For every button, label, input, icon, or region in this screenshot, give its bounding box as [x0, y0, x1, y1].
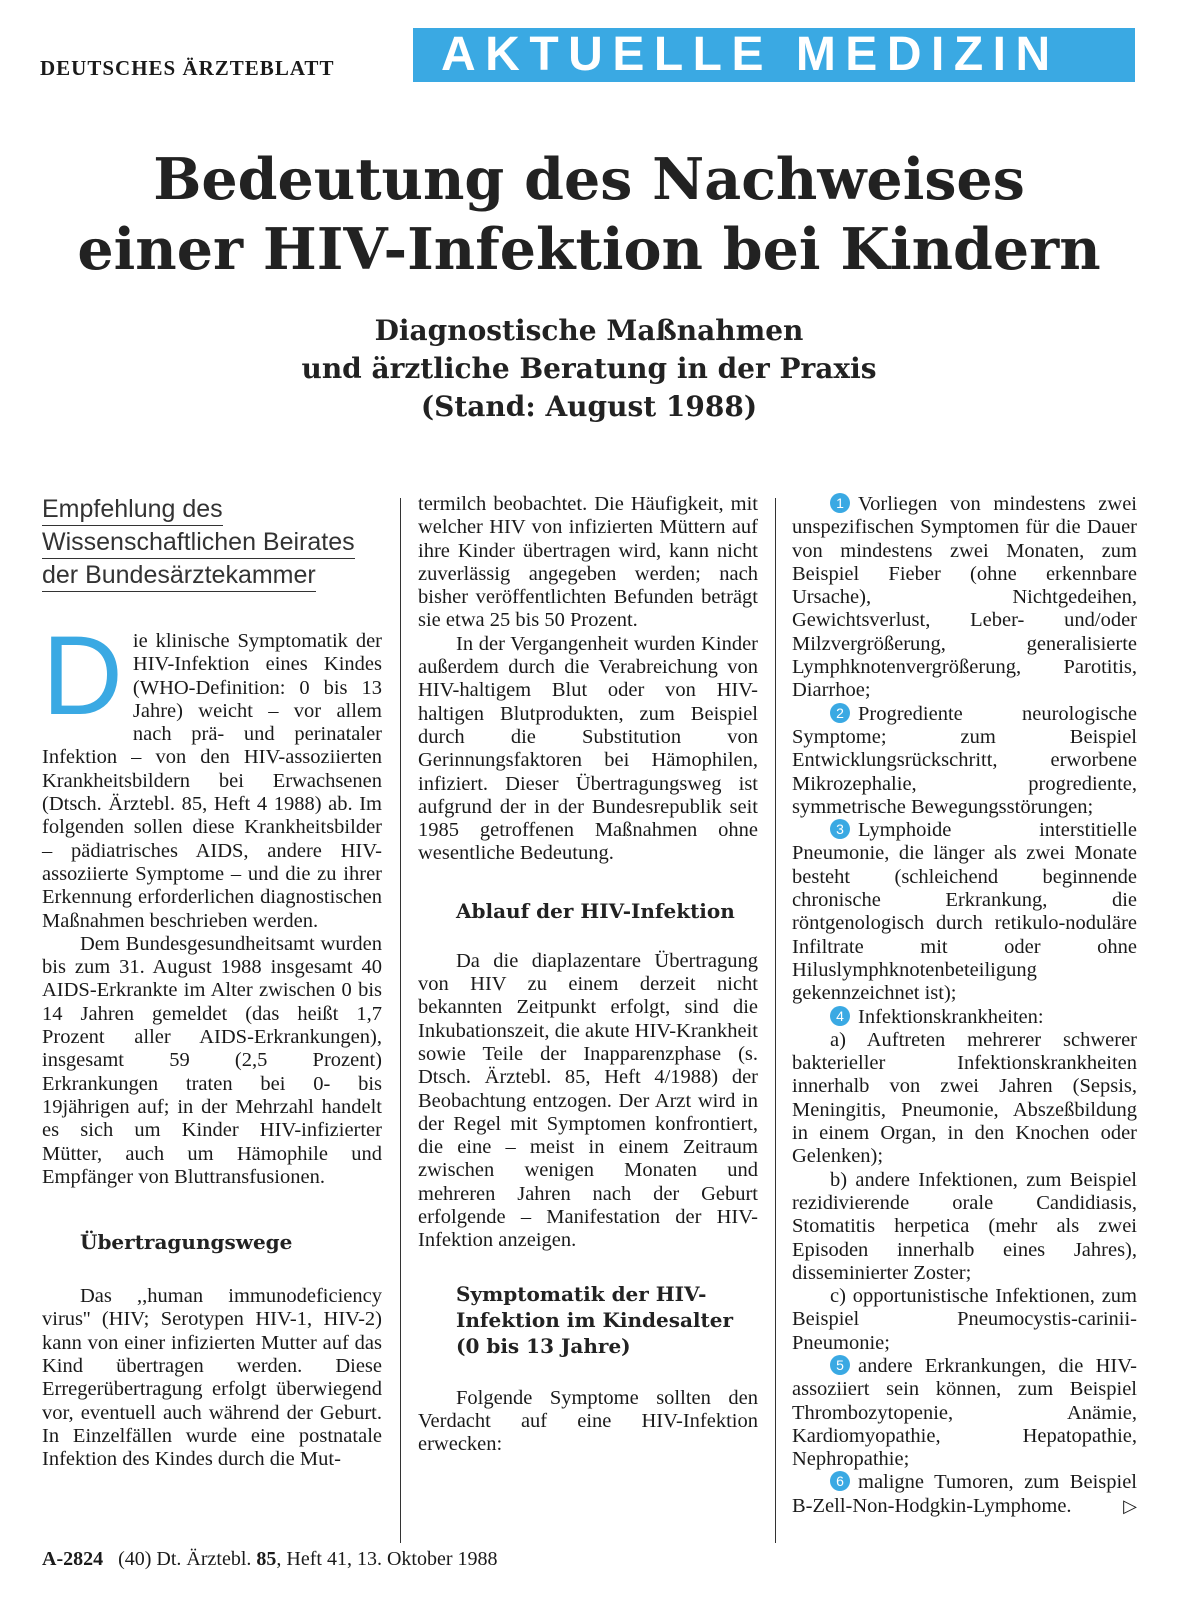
number-badge-icon: 5 — [830, 1355, 850, 1375]
drop-cap: D — [42, 613, 123, 738]
heading-line: (0 bis 13 Jahre) — [456, 1333, 631, 1358]
column-2 — [418, 493, 758, 1457]
kicker-line-2: Wissenschaftlichen Beirates — [42, 526, 355, 559]
symptom-text: andere Erkrankungen, die HIV-assoziiert sein können, zum Beispiel Thrombozytopenie, Anämie, Kardiomyopathie, Hepatopathie, Nephropathie; — [792, 1354, 1137, 1471]
symptom-text: Progrediente neurologische Symptome; zum Beispiel Entwicklungsrückschritt, erworbene Mikrozephalie, progrediente, symmetrische Bewegungsstörungen; — [792, 702, 1137, 818]
symptom-item-2 — [792, 703, 1137, 819]
section-heading-symptomatik — [418, 1281, 758, 1359]
symptom-text: maligne Tumoren, zum Beispiel B-Zell-Non-Hodgkin-Lymphome. — [792, 1471, 1137, 1517]
page-footer — [42, 1548, 497, 1571]
symptom-text: Infektionskrankheiten: — [858, 1005, 1044, 1028]
number-badge-icon: 4 — [830, 1006, 850, 1026]
subtitle-line-1: Diagnostische Maßnahmen — [374, 314, 804, 347]
symptom-item-1 — [792, 493, 1137, 703]
sub-item-b: b) andere Infektionen, zum Beispiel rezidivierende orale Candidiasis, Stomatitis herpetica (mehr als zwei Episoden innerhalb eines Jahres), disseminierter Zoster; — [792, 1168, 1137, 1284]
symptom-item-5 — [792, 1355, 1137, 1471]
section-heading-ablauf: Ablauf der HIV-Infektion — [456, 898, 735, 923]
paragraph: Das ,,human immunodeficiency virus'' (HIV; Serotypen HIV-1, HIV-2) kann von einer infizierten Mutter auf das Kind übertragen werden. Diese Erregerübertragung erfolgt überwiegend vor, eventuell auch während der Geburt. In Einzelfällen wurde eine postnatale Infektion des Kindes durch die Mut- — [42, 1285, 382, 1471]
masthead: DEUTSCHES ÄRZTEBLATT — [40, 56, 335, 80]
column-rule-1 — [400, 498, 401, 1543]
column-3 — [792, 493, 1137, 1518]
number-badge-icon: 2 — [830, 703, 850, 723]
paragraph: Folgende Symptome sollten den Verdacht auf eine HIV-Infektion erwecken: — [418, 1386, 758, 1456]
number-badge-icon: 3 — [830, 819, 850, 839]
number-badge-icon: 1 — [830, 493, 850, 513]
intro-paragraph — [42, 613, 382, 933]
symptom-item-4 — [792, 1006, 1137, 1029]
section-heading-uebertragungswege: Übertragungswege — [80, 1230, 293, 1255]
symptom-text: Vorliegen von mindestens zwei unspezifischen Symptomen für die Dauer von mindestens zwei Monaten, zum Beispiel Fieber (ohne erkennbare Ursache), Nichtgedeihen, Gewichtsverlust, Leber- und/oder Milzvergrößerung, generalisierte Lymphknotenvergrößerung, Parotitis, Diarrhoe; — [792, 493, 1137, 702]
symptom-text: Lymphoide interstitielle Pneumonie, die länger als zwei Monate besteht (schleichend beginnende chronische Erkrankung, die röntgenologisch durch retikulo-noduläre Infiltrate mit oder ohne Hiluslymphknotenbeteiligung gekennzeichnet ist); — [792, 819, 1137, 1005]
column-rule-2 — [775, 498, 776, 1543]
article-subtitle — [0, 312, 1178, 426]
footer-source: (40) Dt. Ärztebl. — [118, 1548, 252, 1570]
footer-volume: 85 — [256, 1548, 277, 1570]
section-label: AKTUELLE MEDIZIN — [441, 28, 1060, 81]
title-line-2: einer HIV-Infektion bei Kindern — [77, 216, 1101, 283]
heading-line: Infektion im Kindesalter — [456, 1307, 734, 1332]
kicker-line-3: der Bundesärztekammer — [42, 559, 316, 592]
footer-issue: , Heft 41, 13. Oktober 1988 — [276, 1548, 498, 1570]
subtitle-line-3: (Stand: August 1988) — [420, 390, 758, 423]
paragraph: Dem Bundesgesundheitsamt wurden bis zum 31. August 1988 insgesamt 40 AIDS-Erkrankte im Alter zwischen 0 bis 14 Jahren gemeldet (das heißt 1,7 Prozent aller AIDS-Erkrankungen), insgesamt 59 (2,5 Prozent) Erkrankungen traten bei 0- bis 19jährigen auf; in der Mehrzahl handelt es sich um Kinder HIV-infizierter Mütter, auch um Hämophile und Empfänger von Bluttransfusionen. — [42, 932, 382, 1188]
intro-text: ie klinische Symptomatik der HIV-Infektion eines Kindes (WHO-Definition: 0 bis 13 Jahre) weicht – vor allem nach prä- und perinataler Infektion – von den HIV-assoziierten Krankheitsbildern bei Erwachsenen (Dtsch. Ärztebl. 85, Heft 4 1988) ab. Im folgenden sollen diese Krankheitsbilder – pädiatrisches AIDS, andere HIV-assoziierte Symptome – und die zu ihrer Erkennung erforderlichen diagnostischen Maßnahmen beschrieben werden. — [42, 630, 382, 932]
section-banner — [413, 28, 1135, 82]
paragraph: In der Vergangenheit wurden Kinder außerdem durch die Verabreichung von HIV-haltigem Blut oder von HIV-haltigen Blutprodukten, zum Beispiel durch die Substitution von Gerinnungsfaktoren bei Hämophilen, infiziert. Dieser Übertragungsweg ist aufgrund der in der Bundesrepublik seit 1985 getroffenen Maßnahmen ohne wesentliche Bedeutung. — [418, 632, 758, 865]
continue-arrow-icon: ▷ — [1123, 1495, 1137, 1517]
column-1 — [42, 493, 382, 1472]
sub-item-c: c) opportunistische Infektionen, zum Beispiel Pneumocystis-carinii-Pneumonie; — [792, 1285, 1137, 1354]
paragraph: Da die diaplazentare Übertragung von HIV zu einem derzeit nicht bekannten Zeitpunkt erfolgt, sind die Inkubationszeit, die akute HIV-Krankheit sowie Teile der Inapparenzphase (s. Dtsch. Ärztebl. 85, Heft 4/1988) der Beobachtung entzogen. Der Arzt wird in der Regel mit Symptomen konfrontiert, die eine – meist in einem Zeitraum zwischen wenigen Monaten und mehreren Jahren nach der Geburt erfolgende – Manifestation der HIV-Infektion anzeigen. — [418, 949, 758, 1252]
subtitle-line-2: und ärztliche Beratung in der Praxis — [301, 352, 877, 385]
symptom-item-6 — [792, 1471, 1137, 1518]
kicker-line-1: Empfehlung des — [42, 493, 223, 526]
page-number: A-2824 — [42, 1548, 104, 1570]
heading-line: Symptomatik der HIV- — [456, 1281, 707, 1306]
kicker — [42, 493, 382, 592]
paragraph: termilch beobachtet. Die Häufigkeit, mit welcher HIV von infizierten Müttern auf ihre Kinder übertragen wird, kann nicht zuverlässig angegeben werden; nach bisher veröffentlichten Befunden beträgt sie etwa 25 bis 50 Prozent. — [418, 493, 758, 632]
number-badge-icon: 6 — [830, 1471, 850, 1491]
title-line-1: Bedeutung des Nachweises — [153, 146, 1025, 213]
symptom-item-3 — [792, 819, 1137, 1005]
article-title — [0, 145, 1178, 285]
sub-item-a: a) Auftreten mehrerer schwerer bakterieller Infektionskrankheiten innerhalb von zwei Jahren (Sepsis, Meningitis, Pneumonie, Abszeßbildung in einem Organ, in den Knochen oder Gelenken); — [792, 1028, 1137, 1168]
